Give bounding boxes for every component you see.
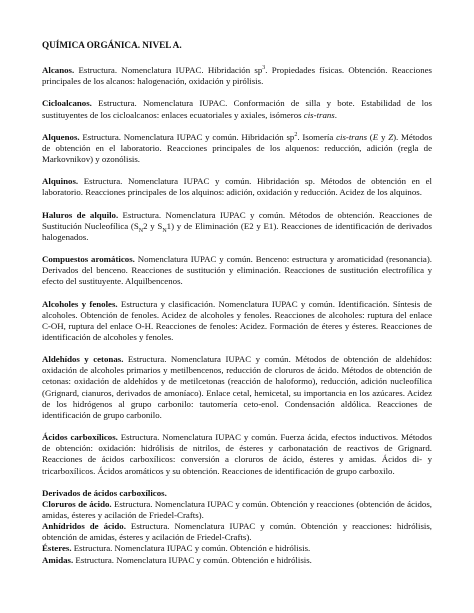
topic-heading: Haluros de alquilo. bbox=[42, 209, 119, 220]
topic-paragraph bbox=[42, 132, 432, 165]
derivative-item bbox=[42, 521, 432, 543]
topic-heading: Alquinos. bbox=[42, 176, 79, 187]
topic-body: Estructura y clasificación. Nomenclatura IUPAC y común. Identificación. Síntesis de alcoholes. Obtención de fenoles. Acidez de alcoholes y fenoles. Reacciones de alcoholes: ruptura del enlace C-OH, ruptura del enlace O-H. Reacciones de fenoles: Acidez. Formación de éteres y ésteres. Reacciones de identificación de alcoholes y fenoles. bbox=[42, 298, 432, 342]
topic-heading: Cicloalcanos. bbox=[42, 98, 92, 109]
derivative-heading: Amidas. bbox=[42, 554, 74, 565]
derivative-heading: Anhídridos de ácido. bbox=[42, 521, 126, 532]
topic-body: Estructura. Nomenclatura IUPAC. Conformación de silla y bote. Estabilidad de los sustituyentes de los cicloalcanos: enlaces ecuatoriales y axiales, isómeros cis-trans. bbox=[42, 98, 432, 120]
topic-paragraph bbox=[42, 65, 432, 87]
topic-paragraph bbox=[42, 354, 432, 421]
topic-heading: Aldehídos y cetonas. bbox=[42, 354, 124, 365]
topic-body: Estructura. Nomenclatura IUPAC y común. Hibridación sp. Métodos de obtención en el laboratorio. Reacciones principales de los alquinos: adición, oxidación y reducción. Acidez de los alquinos. bbox=[42, 176, 432, 198]
topic-body: Estructura. Nomenclatura IUPAC y común. Métodos de obtención de aldehídos: oxidación de alcoholes primarios y metilbencenos, reducción de cloruros de ácido. Métodos de obtención de cetonas: oxidación de aldehídos y de metilcetonas (reacción de haloformo), reducción, adición nucleofílica (Grignard, cianuros, derivados de amoníaco). Enlace cetal, hemicetal, su importancia en los azúcares. Acidez de los hidrógenos al grupo carbonilo: tautomería ceto-enol. Condensación aldólica. Reacciones de identificación de grupo carbonilo. bbox=[42, 354, 432, 420]
derivative-heading: Ésteres. bbox=[42, 543, 72, 554]
topic-heading: Alcanos. bbox=[42, 65, 75, 76]
derivatives-title: Derivados de ácidos carboxílicos. bbox=[42, 487, 167, 498]
topic-body: Estructura. Nomenclatura IUPAC. Hibridación $sp^3$. Propiedades físicas. Obtención. Reacciones principales de los alcanos: halogenación, oxidación y pirólisis. bbox=[42, 65, 432, 87]
topic-paragraph bbox=[42, 98, 432, 120]
derivative-item bbox=[42, 543, 432, 554]
topic-heading: Ácidos carboxílicos. bbox=[42, 432, 118, 443]
topic-body: Estructura. Nomenclatura IUPAC y común. Fuerza ácida, efectos inductivos. Métodos de obtención: oxidación: hidrólisis de nitrilos, de ésteres y carbonatación de reactivos de Grignard. Reacciones de ácidos carboxílicos: conversión a cloruros de ácido, ésteres y amidas. Ácidos di- y tricarboxílicos. Ácidos aromáticos y su obtención. Reacciones de identificación de grupo carboxilo. bbox=[42, 432, 432, 476]
derivative-body: Estructura. Nomenclatura IUPAC y común. Obtención e hidrólisis. bbox=[73, 554, 312, 565]
topic-heading: Compuestos aromáticos. bbox=[42, 254, 135, 265]
topic-body: Estructura. Nomenclatura IUPAC y común. Hibridación $sp^2$. Isomería cis-trans (E y Z). Métodos de obtención en el laboratorio. Reacciones principales de los alquenos: reducción, adición (regla de Markovnikov) y ozonólisis. bbox=[42, 131, 433, 165]
topic-paragraph bbox=[42, 299, 432, 344]
derivative-heading: Cloruros de ácido. bbox=[42, 498, 112, 509]
derivative-body: Estructura. Nomenclatura IUPAC y común. Obtención e hidrólisis. bbox=[71, 543, 311, 554]
topic-paragraph bbox=[42, 176, 432, 198]
derivative-item bbox=[42, 499, 432, 521]
derivative-body: Estructura. Nomenclatura IUPAC y común. Obtención y reacciones (obtención de ácidos, amidas, ésteres y acilación de Friedel-Crafts). bbox=[42, 498, 432, 520]
topic-paragraph bbox=[42, 254, 432, 287]
document-title: QUÍMICA ORGÁNICA. NIVEL A. bbox=[42, 40, 182, 50]
derivative-body: Estructura. Nomenclatura IUPAC y común. Obtención y reacciones: hidrólisis, obtención de amidas, ésteres y acilación de Friedel-Crafts). bbox=[42, 521, 433, 543]
topic-paragraph bbox=[42, 210, 432, 243]
topic-body: Nomenclatura IUPAC y común. Benceno: estructura y aromaticidad (resonancia). Derivados del benceno. Reacciones de sustitución y eliminación. Reacciones de sustitución electrofílica y efecto del sustituyente. Alquilbencenos. bbox=[42, 254, 432, 287]
topic-heading: Alquenos. bbox=[42, 131, 80, 142]
topic-heading: Alcoholes y fenoles. bbox=[42, 298, 118, 309]
derivatives-block bbox=[42, 488, 432, 566]
derivative-item bbox=[42, 555, 432, 566]
topic-body: Estructura. Nomenclatura IUPAC y común. Métodos de obtención. Reacciones de Sustitución Nucleofílica ($S_N2$ y $S_N1$) y de Eliminación (E2 y E1). Reacciones de identificación de derivados halogenados. bbox=[42, 209, 432, 242]
derivatives-list bbox=[42, 499, 432, 566]
topic-paragraph bbox=[42, 432, 432, 477]
sections-container bbox=[42, 65, 432, 477]
document-page bbox=[42, 40, 432, 566]
